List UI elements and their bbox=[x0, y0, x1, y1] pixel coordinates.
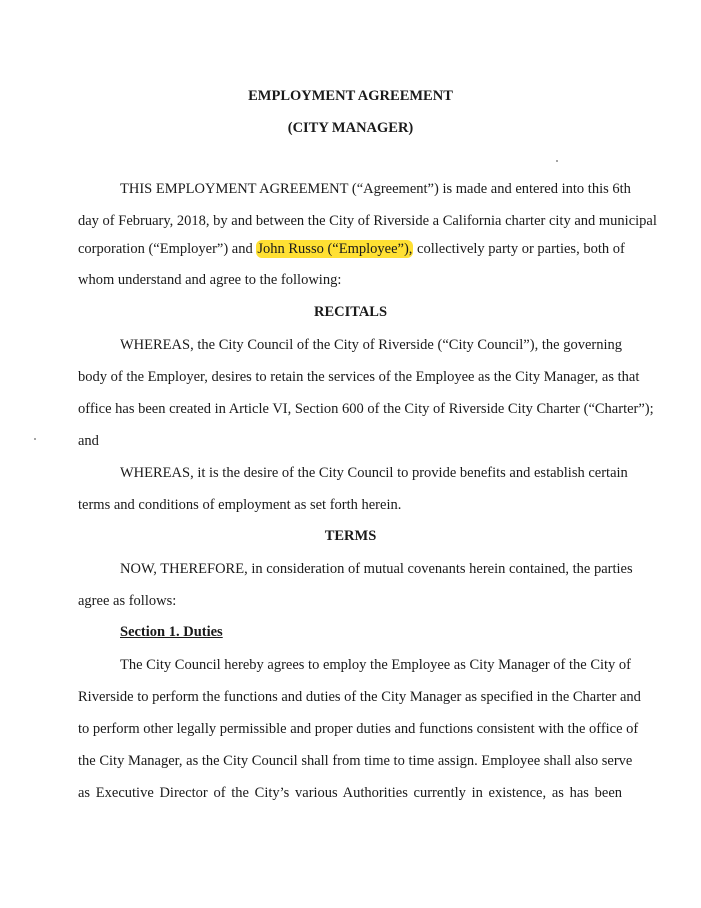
recital-2-line-1: WHEREAS, it is the desire of the City Council to provide benefits and establish certain bbox=[120, 465, 628, 481]
recital-1-line-4: and bbox=[78, 433, 99, 449]
recital-1-line-1: WHEREAS, the City Council of the City of Riverside (“City Council”), the governing bbox=[120, 337, 622, 353]
intro-line-3 bbox=[78, 240, 625, 258]
recital-2-line-2: terms and conditions of employment as set forth herein. bbox=[78, 497, 402, 513]
scan-speck bbox=[34, 438, 36, 440]
section-1-line-3: to perform other legally permissible and proper duties and functions consistent with the office of bbox=[78, 721, 639, 737]
recitals-heading: RECITALS bbox=[313, 304, 388, 320]
section-1-line-1: The City Council hereby agrees to employ the Employee as City Manager of the City of bbox=[120, 657, 631, 673]
intro-line-2: day of February, 2018, by and between the City of Riverside a California charter city and municipal bbox=[78, 213, 657, 229]
section-1-line-5: as Executive Director of the City’s various Authorities currently in existence, as has been bbox=[78, 785, 622, 801]
recital-1-line-3: office has been created in Article VI, Section 600 of the City of Riverside City Charter (“Charter”); bbox=[78, 401, 654, 417]
terms-heading: TERMS bbox=[324, 528, 377, 544]
section-1-line-2: Riverside to perform the functions and duties of the City Manager as specified in the Charter and bbox=[78, 689, 641, 705]
intro-line-1: THIS EMPLOYMENT AGREEMENT (“Agreement”) is made and entered into this 6th bbox=[120, 181, 631, 197]
document-title: EMPLOYMENT AGREEMENT bbox=[248, 88, 453, 104]
employee-name-highlight: John Russo (“Employee”), bbox=[257, 241, 413, 257]
scan-speck bbox=[556, 160, 558, 162]
intro-line-4: whom understand and agree to the following: bbox=[78, 272, 342, 288]
terms-line-2: agree as follows: bbox=[78, 593, 177, 609]
document-subtitle: (CITY MANAGER) bbox=[287, 120, 414, 136]
terms-line-1: NOW, THEREFORE, in consideration of mutual covenants herein contained, the parties bbox=[120, 561, 633, 577]
section-1-line-4: the City Manager, as the City Council shall from time to time assign. Employee shall also serve bbox=[78, 753, 633, 769]
recital-1-line-2: body of the Employer, desires to retain the services of the Employee as the City Manager, as that bbox=[78, 369, 640, 385]
intro-line-3-post: collectively party or parties, both of bbox=[413, 241, 625, 257]
intro-line-3-pre: corporation (“Employer”) and bbox=[78, 241, 257, 257]
section-1-heading: Section 1. Duties bbox=[120, 624, 223, 640]
